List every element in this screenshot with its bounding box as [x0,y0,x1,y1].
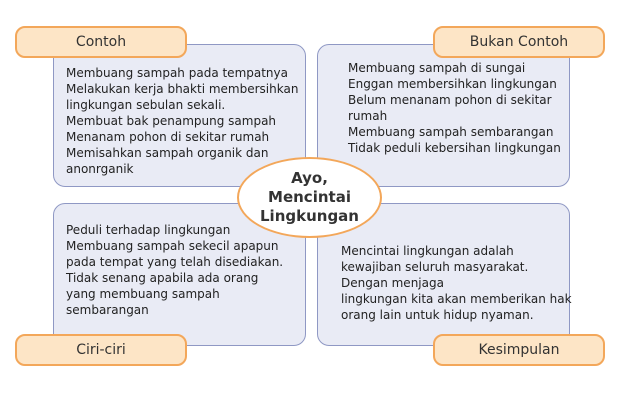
ciri-ciri-label: Ciri-ciri [15,334,187,366]
center-title-line: Mencintai [268,188,351,206]
ciri-ciri-line: sembarangan [66,303,149,317]
bukan-contoh-line: Enggan membersihkan lingkungan [348,77,557,91]
contoh-text [66,65,298,177]
contoh-line: anonrganik [66,162,134,176]
contoh-line: Membuang sampah pada tempatnya [66,66,288,80]
kesimpulan-line: Dengan menjaga [341,276,444,290]
ciri-ciri-line: pada tempat yang telah disediakan. [66,255,284,269]
contoh-line: Menanam pohon di sekitar rumah [66,130,270,144]
contoh-line: Melakukan kerja bhakti membersihkan [66,82,299,96]
center-title-line: Lingkungan [260,207,359,225]
contoh-line: Memisahkan sampah organik dan [66,146,269,160]
bukan-contoh-line: rumah [348,109,388,123]
kesimpulan-label: Kesimpulan [433,334,605,366]
bukan-contoh-line: Tidak peduli kebersihan lingkungan [348,141,561,155]
center-title [237,157,382,238]
kesimpulan-line: Mencintai lingkungan adalah [341,244,514,258]
contoh-label: Contoh [15,26,187,58]
ciri-ciri-line: Membuang sampah sekecil apapun [66,239,279,253]
kesimpulan-line: kewajiban seluruh masyarakat. [341,260,529,274]
kesimpulan-line: lingkungan kita akan memberikan hak [341,292,572,306]
contoh-line: Membuat bak penampung sampah [66,114,277,128]
kesimpulan-text [341,243,572,323]
contoh-line: lingkungan sebulan sekali. [66,98,226,112]
bukan-contoh-line: Membuang sampah di sungai [348,61,526,75]
ciri-ciri-text [66,222,283,318]
bukan-contoh-line: Belum menanam pohon di sekitar [348,93,552,107]
ciri-ciri-line: Peduli terhadap lingkungan [66,223,231,237]
bukan-contoh-line: Membuang sampah sembarangan [348,125,554,139]
bukan-contoh-label: Bukan Contoh [433,26,605,58]
center-title-line: Ayo, [291,169,328,187]
bukan-contoh-text [348,60,561,156]
ciri-ciri-line: Tidak senang apabila ada orang [66,271,259,285]
kesimpulan-line: orang lain untuk hidup nyaman. [341,308,534,322]
ciri-ciri-line: yang membuang sampah [66,287,220,301]
